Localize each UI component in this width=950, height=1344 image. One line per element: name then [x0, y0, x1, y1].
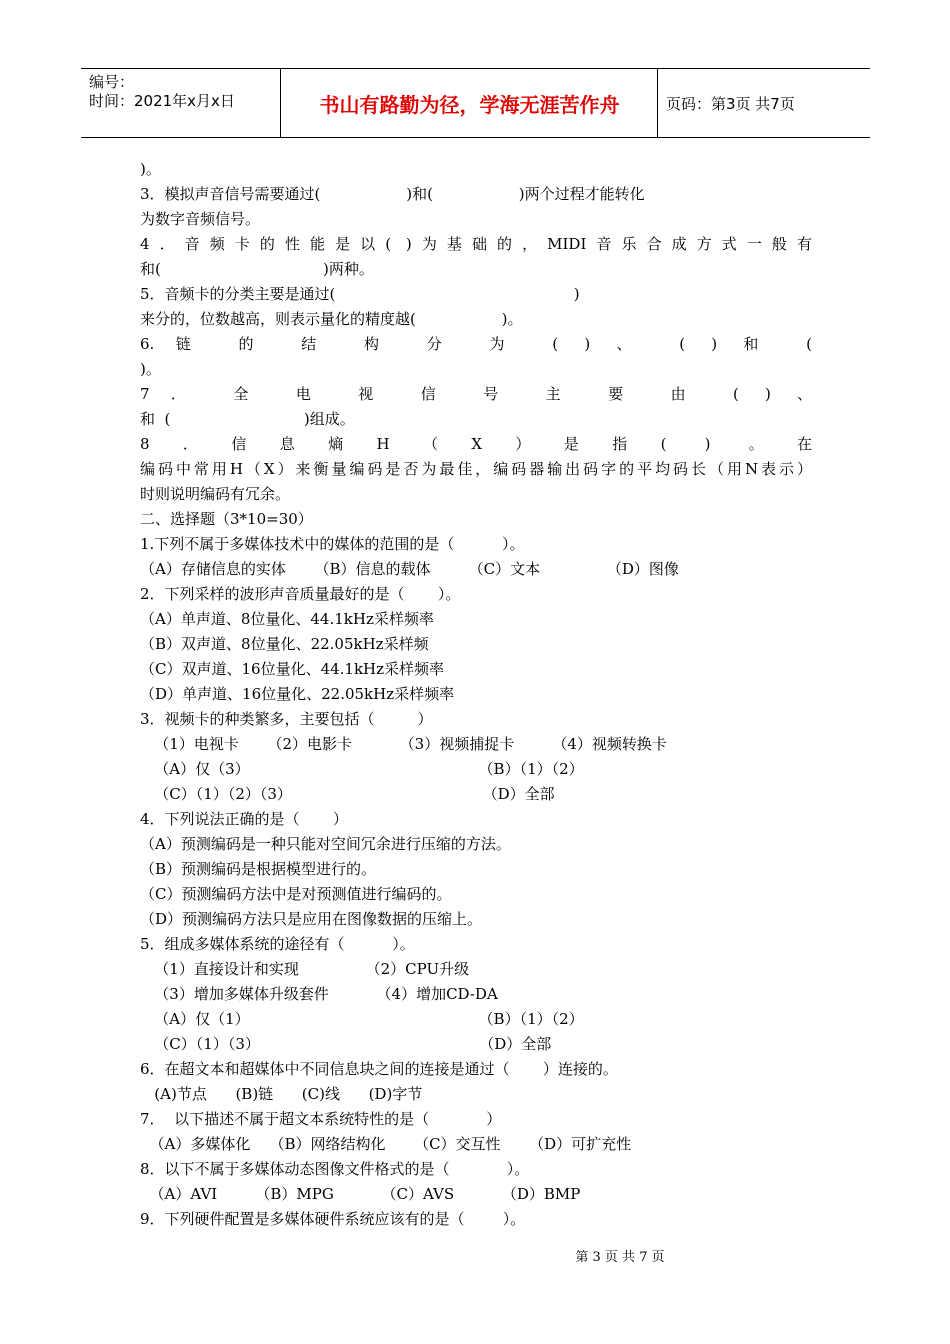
text-line: 8．以下不属于多媒体动态图像文件格式的是（ ）。 — [140, 1160, 530, 1178]
text-line: 3．视频卡的种类繁多，主要包括（ ） — [140, 710, 433, 728]
text-line: 为数字音频信号。 — [140, 210, 261, 228]
text-line: （A）AVI （B）MPG （C）AVS （D）BMP — [140, 1185, 581, 1203]
text-line: 1.下列不属于多媒体技术中的媒体的范围的是（ ）。 — [140, 535, 525, 553]
text-line: )。 — [140, 360, 161, 378]
text-line: 5．音频卡的分类主要是通过( ) — [140, 285, 580, 303]
text-line: 4．音频卡的性能是以( )为基础的，MIDI音乐合成方式一般有 — [140, 235, 812, 253]
text-line: （3）增加多媒体升级套件 （4）增加CD-DA — [140, 985, 498, 1003]
text-line: （D）预测编码方法只是应用在图像数据的压缩上。 — [140, 910, 483, 928]
text-line: (A)节点 (B)链 (C)线 (D)字节 — [140, 1085, 423, 1103]
text-line: 5．组成多媒体系统的途径有（ ）。 — [140, 935, 415, 953]
text-line: 二、选择题（3*10=30） — [140, 510, 313, 528]
header-motto: 书山有路勤为径，学海无涯苦作舟 — [282, 69, 658, 137]
text-line: 3．模拟声音信号需要通过( )和( )两个过程才能转化 — [140, 185, 645, 203]
text-line: （B）双声道、8位量化、22.05kHz采样频 — [140, 635, 429, 653]
text-line: 4．下列说法正确的是（ ） — [140, 810, 348, 828]
text-line: （A）单声道、8位量化、44.1kHz采样频率 — [140, 610, 434, 628]
header-meta — [81, 69, 281, 137]
text-line: （C）预测编码方法中是对预测值进行编码的。 — [140, 885, 452, 903]
text-line: 来分的，位数越高，则表示量化的精度越( )。 — [140, 310, 523, 328]
text-line: （C）双声道、16位量化、44.1kHz采样频率 — [140, 660, 445, 678]
text-line: （1）直接设计和实现 （2）CPU升级 — [140, 960, 470, 978]
page-footer: 第 3 页 共 7 页 — [575, 1250, 665, 1265]
text-line: 编码中常用H（X）来衡量编码是否为最佳，编码器输出码字的平均码长（用N表示） — [140, 460, 812, 478]
header-page-info: 页码：第3页 共7页 — [666, 94, 795, 113]
text-line: 6．在超文本和超媒体中不同信息块之间的连接是通过（ ）连接的。 — [140, 1060, 618, 1078]
text-line: （A）仅（1） （B）（1）（2） — [140, 1010, 584, 1028]
text-line: 9．下列硬件配置是多媒体硬件系统应该有的是（ ）。 — [140, 1210, 526, 1228]
text-line: （A）仅（3） （B）（1）（2） — [140, 760, 584, 778]
text-line: 6.链 的 结 构 分 为 ( ) 、 ( ) 和 ( — [140, 335, 812, 353]
text-line: 和( )两种。 — [140, 260, 374, 278]
text-line: 2．下列采样的波形声音质量最好的是（ ）。 — [140, 585, 461, 603]
text-line: 和 ( )组成。 — [140, 410, 355, 428]
document-body — [140, 157, 812, 1232]
text-line: 时则说明编码有冗余。 — [140, 485, 291, 503]
text-line: （D）单声道、16位量化、22.05kHz采样频率 — [140, 685, 455, 703]
text-line: （C）（1）（2）（3） （D）全部 — [140, 785, 555, 803]
text-line: )。 — [140, 160, 161, 178]
text-line: （A）预测编码是一种只能对空间冗余进行压缩的方法。 — [140, 835, 511, 853]
document-time-label: 时间：2021年x月x日 — [89, 92, 235, 110]
text-line: 7． 全 电 视 信 号 主 要 由 ( ) 、 — [140, 385, 812, 403]
text-line: （A）多媒体化 （B）网络结构化 （C）交互性 （D）可扩充性 — [140, 1135, 632, 1153]
document-number-label: 编号： — [89, 73, 135, 91]
page-header — [81, 68, 870, 138]
text-line: （1）电视卡 （2）电影卡 （3）视频捕捉卡 （4）视频转换卡 — [140, 735, 667, 753]
text-line: （B）预测编码是根据模型进行的。 — [140, 860, 377, 878]
text-line: 8．信息熵H（X）是指( ) 。在 — [140, 435, 812, 453]
text-line: （C）（1）（3） （D）全部 — [140, 1035, 552, 1053]
text-line: （A）存储信息的实体 （B）信息的载体 （C）文本 （D）图像 — [140, 560, 679, 578]
text-line: 7． 以下描述不属于超文本系统特性的是（ ） — [140, 1110, 502, 1128]
